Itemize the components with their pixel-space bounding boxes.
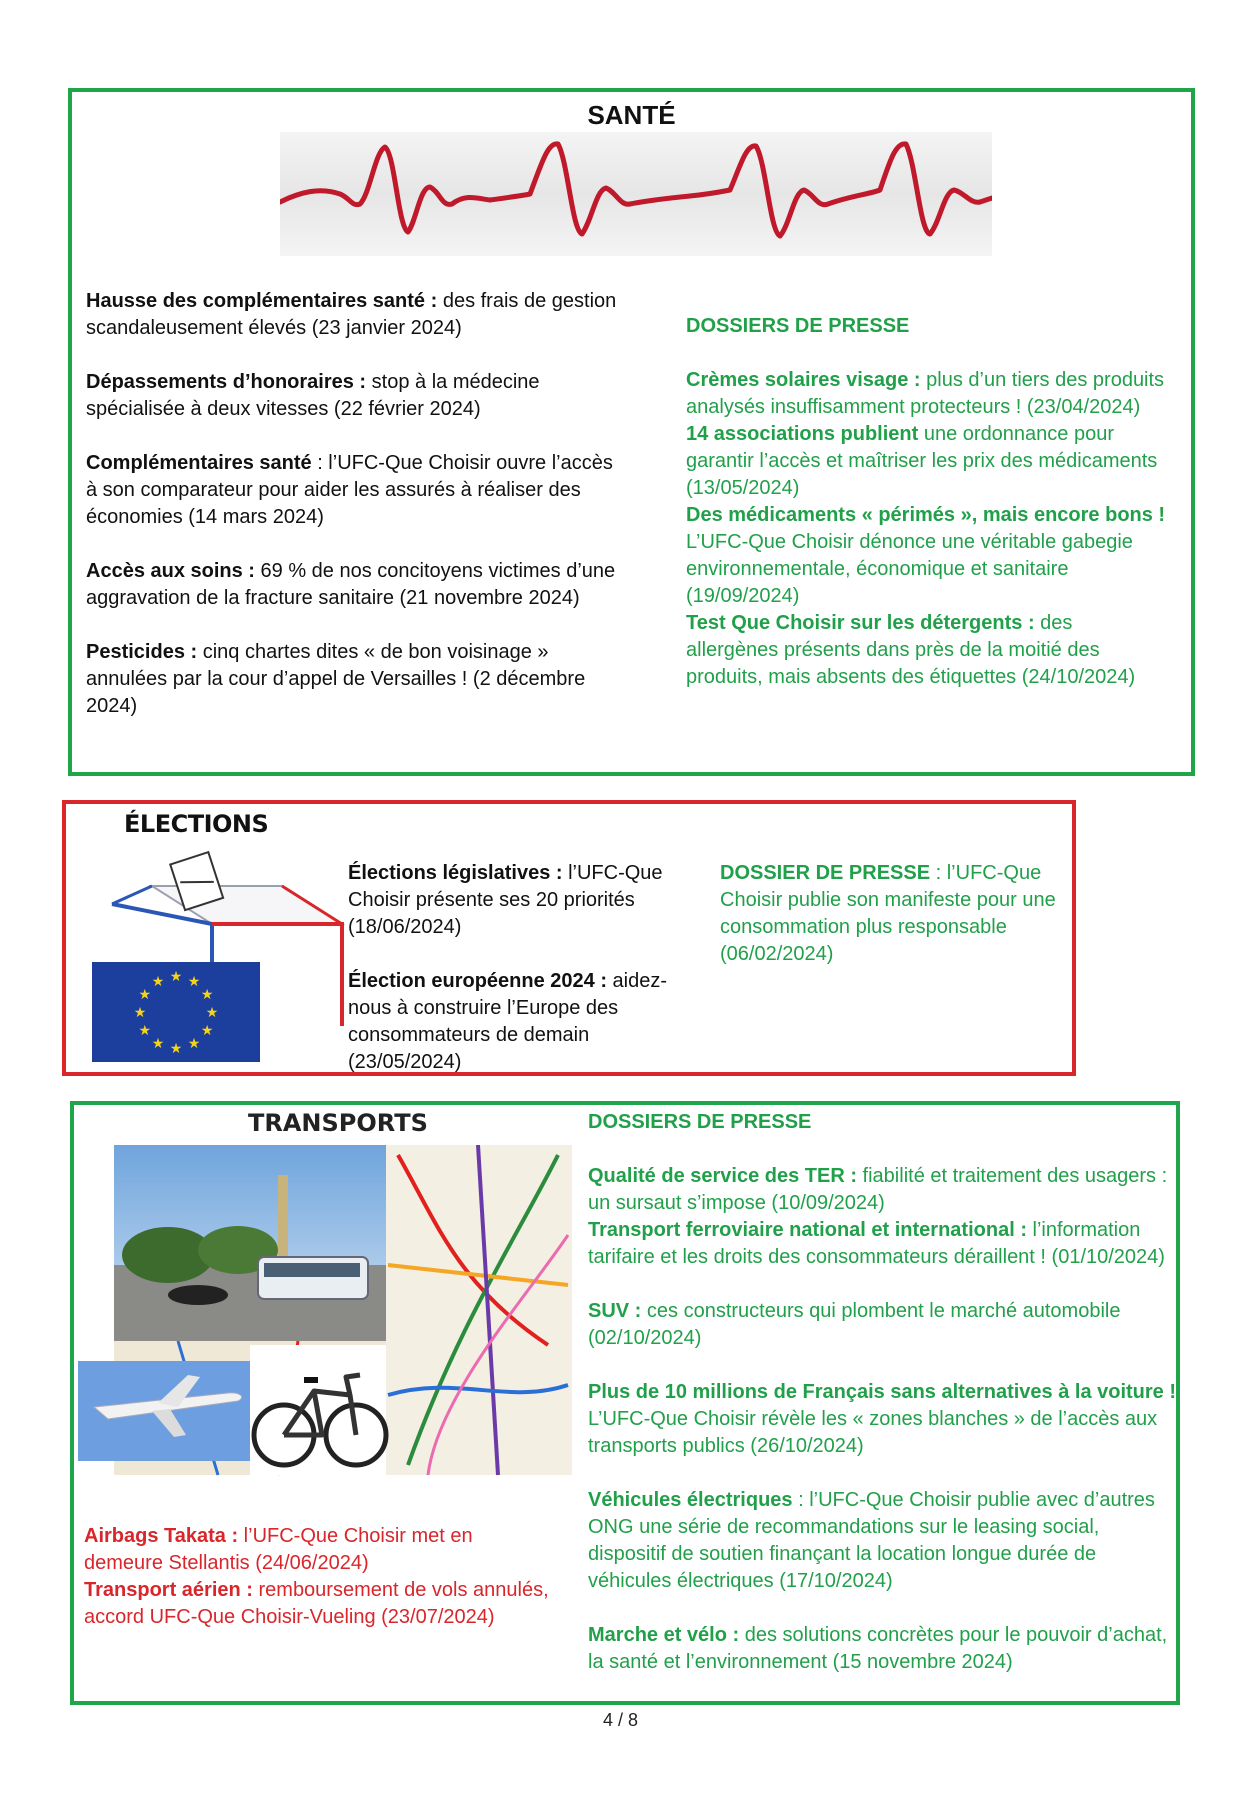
transports-press-item-2-title: Transport ferroviaire national et international : bbox=[588, 1219, 1027, 1241]
transports-news-item-2-title: Transport aérien : bbox=[84, 1579, 253, 1601]
sante-press-item-3-text: L’UFC-Que Choisir dénonce une véritable gabegie environnementale, économique et sanitaire (19/09/2024) bbox=[686, 531, 1133, 607]
transports-press-item-2-text: l’information tarifaire et les droits des consommateurs déraillent ! (01/10/2024) bbox=[588, 1219, 1165, 1268]
eu-star-icon: ★ bbox=[138, 1022, 152, 1038]
sante-news-item-5 bbox=[86, 639, 626, 720]
transports-collage-image bbox=[78, 1145, 572, 1565]
sante-news-item-1-title: Hausse des complémentaires santé : bbox=[86, 290, 438, 312]
transports-press-item-1-title: Qualité de service des TER : bbox=[588, 1165, 857, 1187]
elections-news-item-2-title: Élection européenne 2024 : bbox=[348, 970, 607, 992]
transports-title: TRANSPORTS bbox=[248, 1109, 428, 1137]
eu-star-icon: ★ bbox=[133, 1004, 147, 1020]
eu-star-icon: ★ bbox=[187, 972, 201, 989]
sante-news-item-3-title: Complémentaires santé bbox=[86, 452, 312, 474]
transports-news-column bbox=[84, 1523, 554, 1631]
eu-star-icon: ★ bbox=[205, 1004, 219, 1020]
sante-news-item-1 bbox=[86, 288, 626, 342]
sante-press-item-4-text: des allergènes présents dans près de la moitié des produits, mais absents des étiquettes (24/10/2024) bbox=[686, 612, 1136, 688]
sante-news-item-2-title: Dépassements d’honoraires : bbox=[86, 371, 367, 393]
sante-press-item-4 bbox=[686, 610, 1166, 691]
elections-news-item-2 bbox=[348, 968, 688, 1076]
ballot-box-eu-flag-image bbox=[92, 846, 354, 1066]
transports-press-item-6-text: des solutions concrètes pour le pouvoir d’achat, la santé et l’environnement (15 novembre 2024) bbox=[588, 1624, 1168, 1673]
sante-press-column bbox=[686, 313, 1166, 691]
transports-news-item-2 bbox=[84, 1577, 554, 1631]
transports-press-item-1 bbox=[588, 1163, 1178, 1217]
sante-news-item-2-text: stop à la médecine spécialisée à deux vitesses (22 février 2024) bbox=[86, 371, 540, 420]
sante-section bbox=[68, 88, 1195, 776]
transports-news-item-1 bbox=[84, 1523, 554, 1577]
transports-press-item-2 bbox=[588, 1217, 1178, 1271]
sante-news-item-1-text: des frais de gestion scandaleusement élevés (23 janvier 2024) bbox=[86, 290, 617, 339]
transports-press-item-5 bbox=[588, 1487, 1178, 1595]
sante-news-item-2 bbox=[86, 369, 626, 423]
sante-news-item-3 bbox=[86, 450, 626, 531]
elections-news-item-1-text: l’UFC-Que Choisir présente ses 20 priorités (18/06/2024) bbox=[348, 862, 663, 938]
transports-press-heading: DOSSIERS DE PRESSE bbox=[588, 1111, 812, 1133]
sante-press-item-3 bbox=[686, 502, 1166, 610]
transports-news-item-1-text: l’UFC-Que Choisir met en demeure Stellantis (24/06/2024) bbox=[84, 1525, 473, 1574]
eu-star-icon: ★ bbox=[169, 1040, 183, 1056]
transports-press-item-5-title: Véhicules électriques bbox=[588, 1489, 793, 1511]
transports-news-item-1-title: Airbags Takata : bbox=[84, 1525, 239, 1547]
transports-press-item-4-text: L’UFC-Que Choisir révèle les « zones blanches » de l’accès aux transports publics (26/10/2024) bbox=[588, 1408, 1158, 1457]
transports-press-item-4-title: Plus de 10 millions de Français sans alternatives à la voiture ! bbox=[588, 1381, 1177, 1403]
transports-news-item-2-text: remboursement de vols annulés, accord UFC-Que Choisir-Vueling (23/07/2024) bbox=[84, 1579, 549, 1628]
transports-press-column bbox=[588, 1109, 1178, 1676]
eu-star-icon: ★ bbox=[187, 1035, 201, 1052]
sante-press-item-2-text: une ordonnance pour garantir l’accès et maîtriser les prix des médicaments (13/05/2024) bbox=[686, 423, 1158, 499]
sante-news-item-4 bbox=[86, 558, 626, 612]
transports-press-item-3-text: ces constructeurs qui plombent le marché automobile (02/10/2024) bbox=[588, 1300, 1121, 1349]
elections-press-text: : l’UFC-Que Choisir publie son manifeste pour une consommation plus responsable (06/02/2024) bbox=[720, 862, 1056, 965]
elections-press-heading: DOSSIER DE PRESSE bbox=[720, 862, 931, 884]
eu-star-icon: ★ bbox=[151, 972, 165, 989]
sante-press-item-2 bbox=[686, 421, 1166, 502]
transports-press-item-1-text: fiabilité et traitement des usagers : un sursaut s’impose (10/09/2024) bbox=[588, 1165, 1168, 1214]
transports-press-item-6-title: Marche et vélo : bbox=[588, 1624, 740, 1646]
sante-press-item-1-title: Crèmes solaires visage : bbox=[686, 369, 921, 391]
transports-press-item-3 bbox=[588, 1298, 1178, 1352]
eu-star-icon: ★ bbox=[200, 986, 214, 1002]
sante-press-heading: DOSSIERS DE PRESSE bbox=[686, 315, 910, 337]
transports-press-item-3-title: SUV : bbox=[588, 1300, 642, 1322]
eu-star-icon: ★ bbox=[200, 1022, 214, 1038]
sante-press-item-1 bbox=[686, 367, 1166, 421]
elections-press-item bbox=[720, 860, 1060, 968]
sante-news-item-4-text: 69 % de nos concitoyens victimes d’une aggravation de la fracture sanitaire (21 novembre 2024) bbox=[86, 560, 616, 609]
elections-press-column bbox=[720, 860, 1060, 968]
ecg-heartbeat-image bbox=[280, 132, 992, 256]
transports-section bbox=[70, 1101, 1180, 1705]
eu-star-icon: ★ bbox=[138, 986, 152, 1002]
page-number: 4 / 8 bbox=[602, 1710, 639, 1730]
elections-news-item-1 bbox=[348, 860, 688, 941]
eu-star-icon: ★ bbox=[169, 968, 183, 984]
sante-news-item-5-title: Pesticides : bbox=[86, 641, 198, 663]
elections-news-item-2-text: aidez-nous à construire l’Europe des consommateurs de demain (23/05/2024) bbox=[348, 970, 668, 1073]
elections-section bbox=[62, 800, 1076, 1076]
sante-press-item-4-title: Test Que Choisir sur les détergents : bbox=[686, 612, 1035, 634]
elections-news-column bbox=[348, 860, 688, 1076]
sante-news-column bbox=[86, 288, 626, 720]
sante-news-item-3-text: : l’UFC-Que Choisir ouvre l’accès à son comparateur pour aider les assurés à réaliser des économies (14 mars 2024) bbox=[86, 452, 613, 528]
sante-press-item-3-title: Des médicaments « périmés », mais encore bons ! bbox=[686, 504, 1166, 526]
transports-press-item-4 bbox=[588, 1379, 1178, 1460]
transports-press-item-6 bbox=[588, 1622, 1178, 1676]
sante-title: SANTÉ bbox=[587, 100, 676, 130]
sante-news-item-4-title: Accès aux soins : bbox=[86, 560, 255, 582]
elections-title: ÉLECTIONS bbox=[124, 810, 269, 838]
sante-press-item-2-title: 14 associations publient bbox=[686, 423, 919, 445]
eu-star-icon: ★ bbox=[151, 1035, 165, 1052]
transports-press-item-5-text: : l’UFC-Que Choisir publie avec d’autres ONG une série de recommandations sur le leasing social, dispositif de soutien finançant la location longue durée de véhicules électriques (17/10/2024) bbox=[588, 1489, 1155, 1592]
elections-news-item-1-title: Élections législatives : bbox=[348, 862, 563, 884]
sante-press-item-1-text: plus d’un tiers des produits analysés insuffisamment protecteurs ! (23/04/2024) bbox=[686, 369, 1165, 418]
sante-news-item-5-text: cinq chartes dites « de bon voisinage » annulées par la cour d’appel de Versailles ! (2 décembre 2024) bbox=[86, 641, 586, 717]
